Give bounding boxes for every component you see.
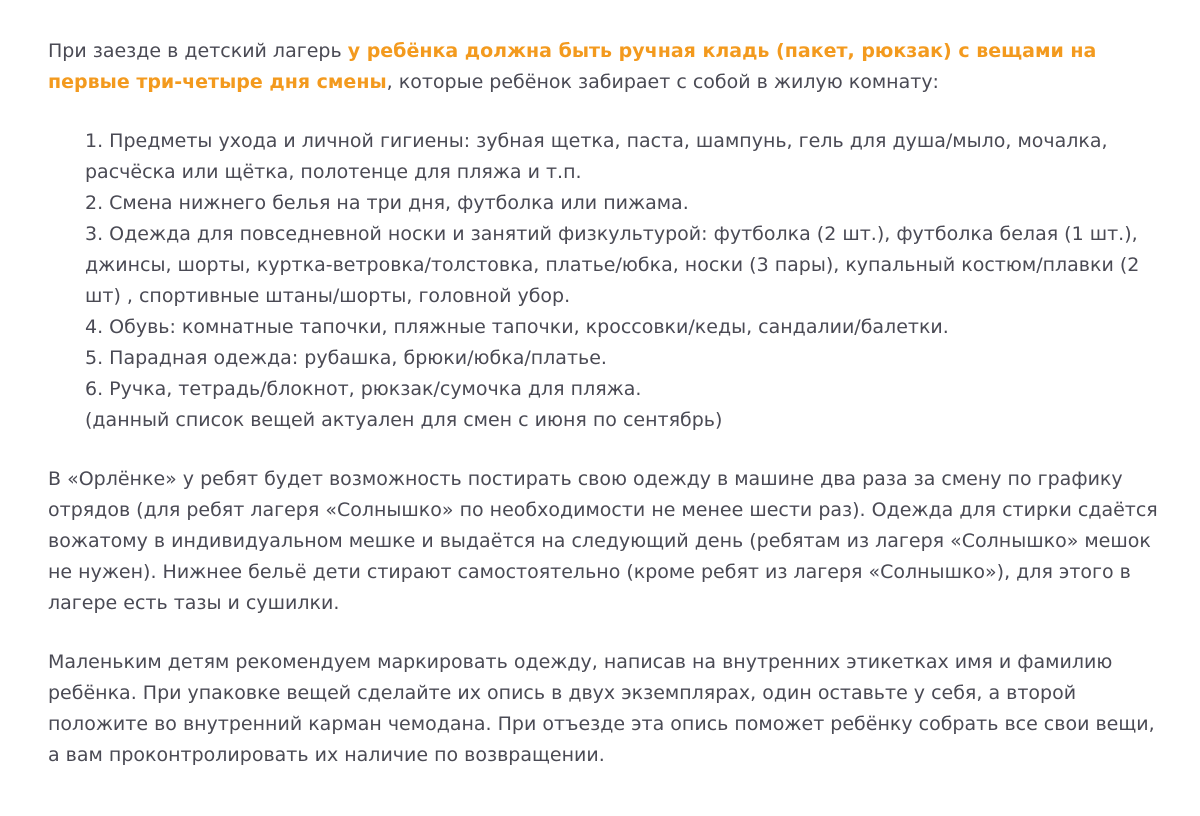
list-item-4: 4. Обувь: комнатные тапочки, пляжные тапочки, кроссовки/кеды, сандалии/балетки. [85, 316, 949, 338]
intro-text-after: , которые ребёнок забирает с собой в жилую комнату: [386, 71, 939, 93]
list-item-1: 1. Предметы ухода и личной гигиены: зубная щетка, паста, шампунь, гель для душа/мыло, мочалка, расчёска или щётка, полотенце для пляжа и т.п. [85, 130, 1108, 183]
list-note: (данный список вещей актуален для смен с июня по сентябрь) [85, 409, 723, 431]
list-item-5: 5. Парадная одежда: рубашка, брюки/юбка/платье. [85, 347, 607, 369]
intro-paragraph [48, 36, 1158, 98]
article-body [48, 36, 1158, 799]
intro-highlight: у ребёнка должна быть ручная кладь (пакет, рюкзак) с вещами на первые три-четыре дня смены [48, 40, 1097, 93]
list-item-3: 3. Одежда для повседневной носки и занятий физкультурой: футболка (2 шт.), футболка белая (1 шт.), джинсы, шорты, куртка-ветровка/толстовка, платье/юбка, носки (3 пары), купальный костюм/плавки (2 шт) , спортивные штаны/шорты, головной убор. [85, 223, 1140, 307]
laundry-paragraph: В «Орлёнке» у ребят будет возможность постирать свою одежду в машине два раза за смену по графику отрядов (для ребят лагеря «Солнышко» по необходимости не менее шести раз). Одежда для стирки сдаётся вожатому в индивидуальном мешке и выдаётся на следующий день (ребятам из лагеря «Солнышко» мешок не нужен). Нижнее бельё дети стирают самостоятельно (кроме ребят из лагеря «Солнышко»), для этого в лагере есть тазы и сушилки. [48, 468, 1158, 614]
packing-list [85, 126, 1158, 436]
list-item-2: 2. Смена нижнего белья на три дня, футболка или пижама. [85, 192, 689, 214]
marking-paragraph: Маленьким детям рекомендуем маркировать одежду, написав на внутренних этикетках имя и фамилию ребёнка. При упаковке вещей сделайте их опись в двух экземплярах, один оставьте у себя, а второй положите во внутренний карман чемодана. При отъезде эта опись поможет ребёнку собрать все свои вещи, а вам проконтролировать их наличие по возвращении. [48, 651, 1155, 766]
intro-text-before: При заезде в детский лагерь [48, 40, 348, 62]
list-item-6: 6. Ручка, тетрадь/блокнот, рюкзак/сумочка для пляжа. [85, 378, 642, 400]
